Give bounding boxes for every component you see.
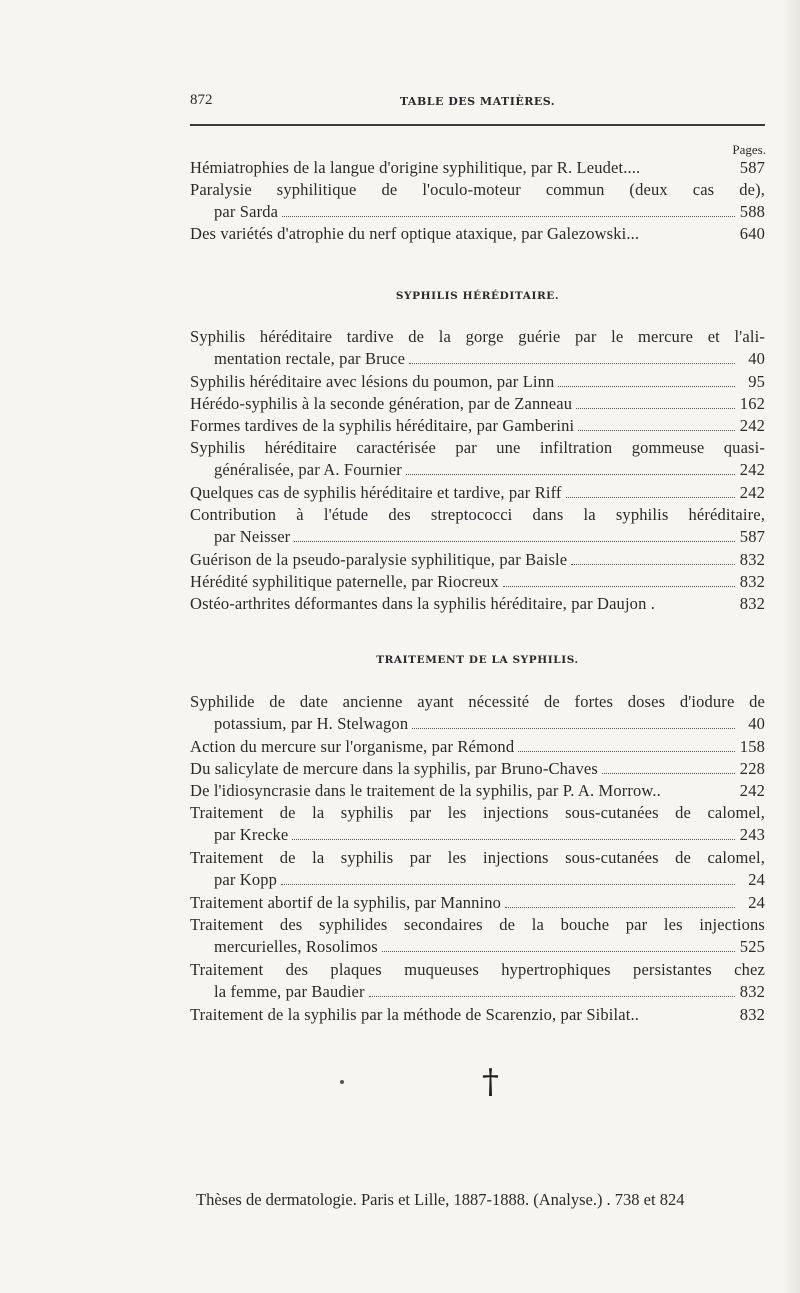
entry-page: 832: [739, 572, 765, 591]
dagger-ornament: †: [482, 1062, 499, 1102]
toc-line: [190, 713, 765, 735]
entry-text: Traitement des plaques muqueuses hypertrophiques persistantes chez: [190, 960, 765, 979]
toc-line: [190, 780, 765, 802]
entry-page: 587: [739, 527, 765, 547]
toc-line: [190, 1004, 765, 1026]
section-title: SYPHILIS HÉRÉDITAIRE.: [395, 290, 560, 302]
leader-dots: [282, 215, 735, 217]
entry-page: 40: [748, 349, 765, 369]
pages-column-label: Pages.: [732, 142, 766, 157]
toc-line: [190, 179, 765, 201]
toc-entry: [190, 371, 765, 393]
entry-text: Paralysie syphilitique de l'oculo-moteur commun (deux cas de),: [190, 180, 765, 199]
toc-entry: [190, 571, 765, 593]
toc-line: [190, 504, 765, 526]
toc-entry: [190, 758, 765, 780]
entry-page: 832: [739, 594, 765, 613]
leader-dots: [382, 950, 735, 952]
entry-page: 24: [748, 870, 765, 890]
leader-dots: [571, 563, 735, 565]
toc-entry: [190, 223, 765, 245]
leader-dots: [505, 906, 735, 908]
entry-text: Syphilide de date ancienne ayant nécessité de fortes doses d'iodure de: [190, 692, 765, 711]
leader-dots: [659, 608, 735, 609]
toc-line: [190, 459, 765, 481]
toc-entry: [190, 914, 765, 959]
entry-text: Syphilis héréditaire avec lésions du poumon, par Linn: [190, 372, 555, 391]
toc-line: [190, 824, 765, 846]
toc-line: [190, 482, 765, 504]
entry-page: 832: [739, 982, 765, 1002]
entry-page: 158: [739, 737, 765, 756]
toc-entry: [190, 549, 765, 571]
entry-text: par Kopp: [214, 870, 278, 890]
entry-text: par Sarda: [214, 202, 279, 222]
leader-dots: [518, 750, 735, 752]
toc-entry: [190, 157, 765, 179]
toc-line: [190, 437, 765, 459]
toc-line: [190, 201, 765, 223]
leader-dots: [412, 727, 735, 729]
leader-dots: [503, 585, 735, 587]
toc-line: [190, 847, 765, 869]
toc-line: [190, 393, 765, 415]
leader-dots: [558, 385, 735, 387]
toc-entry: [190, 691, 765, 736]
leader-dots: [281, 883, 735, 885]
leader-dots: [292, 838, 735, 840]
entry-text: Hérédo-syphilis à la seconde génération, par de Zanneau: [190, 394, 573, 413]
toc-entry: [190, 326, 765, 371]
leader-dots: [406, 473, 735, 475]
leader-dots: [369, 995, 735, 997]
leader-dots: [576, 407, 735, 409]
entry-text: Syphilis héréditaire caractérisée par une infiltration gommeuse quasi-: [190, 438, 765, 457]
entry-page: 24: [748, 893, 765, 912]
toc-line: [190, 981, 765, 1003]
stray-dot: [340, 1080, 344, 1084]
entry-text: Traitement de la syphilis par les injections sous-cutanées de calomel,: [190, 848, 765, 867]
entry-page: 95: [748, 372, 765, 391]
toc-line: [190, 415, 765, 437]
entry-page: 587: [739, 158, 765, 177]
entry-text: Contribution à l'étude des streptococci dans la syphilis héréditaire,: [190, 505, 765, 524]
entry-page: 242: [739, 416, 765, 435]
entry-text: Des variétés d'atrophie du nerf optique ataxique, par Galezowski...: [190, 224, 640, 243]
entry-text: Du salicylate de mercure dans la syphilis, par Bruno-Chaves: [190, 759, 598, 778]
entry-text: De l'idiosyncrasie dans le traitement de la syphilis, par P. A. Morrow..: [190, 781, 661, 800]
running-title: TABLE DES MATIÈRES.: [399, 95, 556, 108]
leader-dots: [665, 795, 735, 796]
running-header: [190, 92, 765, 116]
entry-text: généralisée, par A. Fournier: [214, 460, 402, 480]
toc-line: [190, 571, 765, 593]
toc-line: [190, 526, 765, 548]
entry-text: mentation rectale, par Bruce: [214, 349, 406, 369]
entry-text: potassium, par H. Stelwagon: [214, 714, 409, 734]
entry-text: Hémiatrophies de la langue d'origine syphilitique, par R. Leudet....: [190, 158, 641, 177]
toc-entry: [190, 179, 765, 224]
entry-page: 525: [739, 937, 765, 957]
toc-entry: [190, 959, 765, 1004]
toc-entry: [190, 736, 765, 758]
header-rule: [190, 124, 765, 126]
toc-entry: [190, 393, 765, 415]
toc-line: [190, 914, 765, 936]
toc-entry: [190, 802, 765, 847]
leader-dots: [409, 362, 735, 364]
toc-entry: [190, 437, 765, 482]
leader-dots: [644, 172, 735, 173]
toc-line: [190, 802, 765, 824]
toc-line: [190, 223, 765, 245]
entry-text: la femme, par Baudier: [214, 982, 365, 1002]
entry-page: 242: [739, 460, 765, 480]
entry-page: 162: [739, 394, 765, 413]
toc-entry: [190, 847, 765, 892]
entry-text: Ostéo-arthrites déformantes dans la syphilis héréditaire, par Daujon .: [190, 594, 656, 613]
toc-line: [190, 758, 765, 780]
toc-entry: [190, 415, 765, 437]
toc-line: [190, 326, 765, 348]
entry-page: 588: [739, 202, 765, 222]
paper-edge: [782, 0, 800, 1293]
toc-line: [190, 959, 765, 981]
toc-line: [190, 936, 765, 958]
entry-text: Formes tardives de la syphilis héréditaire, par Gamberini: [190, 416, 575, 435]
toc-entry: [190, 593, 765, 615]
toc-line: [190, 736, 765, 758]
toc-line: [190, 691, 765, 713]
entry-page: 640: [739, 224, 765, 243]
entry-page: 242: [739, 483, 765, 502]
entry-page: 242: [739, 781, 765, 800]
leader-dots: [566, 496, 735, 498]
entry-page: 243: [739, 825, 765, 845]
entry-page: 228: [739, 759, 765, 778]
toc-entry: [190, 1004, 765, 1026]
entry-page: 832: [739, 1005, 765, 1024]
toc-line: [190, 892, 765, 914]
entry-text: Action du mercure sur l'organisme, par Rémond: [190, 737, 515, 756]
leader-dots: [643, 1019, 735, 1020]
entry-text: par Neisser: [214, 527, 291, 547]
toc-entry: [190, 482, 765, 504]
toc-line: [190, 593, 765, 615]
leader-dots: [602, 772, 735, 774]
footer-entry: Thèses de dermatologie. Paris et Lille, 1887-1888. (Analyse.) . 738 et 824: [196, 1190, 685, 1209]
entry-text: Traitement de la syphilis par la méthode de Scarenzio, par Sibilat..: [190, 1005, 640, 1024]
entry-text: par Krecke: [214, 825, 289, 845]
toc-entry: [190, 780, 765, 802]
entry-text: Guérison de la pseudo-paralysie syphilitique, par Baisle: [190, 550, 568, 569]
toc-line: [190, 371, 765, 393]
page-number: 872: [190, 92, 213, 108]
entry-text: Traitement abortif de la syphilis, par Mannino: [190, 893, 502, 912]
leader-dots: [643, 238, 735, 239]
toc-line: [190, 348, 765, 370]
toc-line: [190, 157, 765, 179]
entry-page: 40: [748, 714, 765, 734]
toc-entry: [190, 892, 765, 914]
entry-text: mercurielles, Rosolimos: [214, 937, 378, 957]
toc-line: [190, 549, 765, 571]
entry-page: 832: [739, 550, 765, 569]
toc-line: [190, 869, 765, 891]
entry-text: Traitement des syphilides secondaires de la bouche par les injections: [190, 915, 765, 934]
entry-text: Quelques cas de syphilis héréditaire et tardive, par Riff: [190, 483, 562, 502]
entry-text: Hérédité syphilitique paternelle, par Riocreux: [190, 572, 499, 591]
leader-dots: [294, 540, 735, 542]
leader-dots: [578, 429, 735, 431]
toc-entry: [190, 504, 765, 549]
entry-text: Traitement de la syphilis par les injections sous-cutanées de calomel,: [190, 803, 765, 822]
entry-text: Syphilis héréditaire tardive de la gorge guérie par le mercure et l'ali-: [190, 327, 765, 346]
section-title: TRAITEMENT DE LA SYPHILIS.: [376, 654, 579, 666]
